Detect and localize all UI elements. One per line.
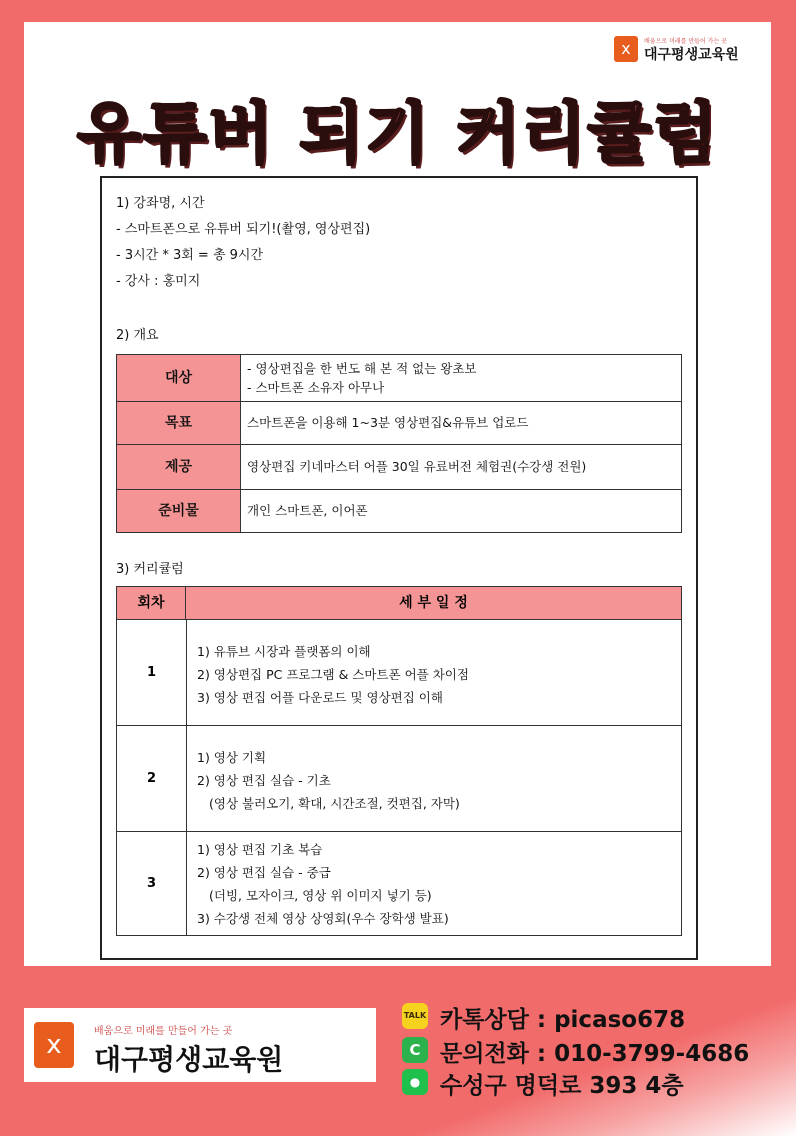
brand-slogan: 배움으로 미래를 만들어 가는 곳	[94, 1026, 233, 1037]
overview-value	[241, 354, 682, 402]
session-item: (영상 불러오기, 확대, 시간조절, 컷편집, 자막)	[209, 796, 460, 811]
brand-mark-icon: ⅹ	[34, 1022, 74, 1068]
session-item: 3) 영상 편집 어플 다운로드 및 영상편집 이해	[197, 690, 443, 705]
session-item: 2) 영상편집 PC 프로그램 & 스마트폰 어플 차이점	[197, 667, 469, 682]
session-number: 3	[117, 832, 187, 935]
overview-row	[116, 354, 682, 402]
overview-value: 개인 스마트폰, 이어폰	[241, 489, 682, 533]
section1-line: - 스마트폰으로 유튜버 되기!(촬영, 영상편집)	[116, 222, 371, 237]
phone-icon: C	[402, 1037, 428, 1063]
contact-text: 수성구 명덕로 393 4층	[440, 1073, 684, 1099]
curriculum-col-session: 회차	[116, 586, 186, 620]
overview-label: 준비물	[116, 489, 241, 533]
kakaotalk-icon: TALK	[402, 1003, 428, 1029]
overview-label: 목표	[116, 401, 241, 445]
session-item: 1) 유튜브 시장과 플랫폼의 이해	[197, 644, 371, 659]
curriculum-row	[116, 620, 682, 726]
section1-line: - 3시간 * 3회 = 총 9시간	[116, 248, 264, 263]
session-item: 1) 영상 기획	[197, 750, 267, 765]
brand-name: 대구평생교육원	[644, 47, 739, 63]
session-item: 2) 영상 편집 실습 - 중급	[197, 865, 331, 880]
session-number: 1	[117, 620, 187, 725]
section1-line: - 강사 : 홍미지	[116, 274, 201, 289]
overview-row	[116, 401, 682, 445]
content-box	[100, 176, 698, 960]
overview-value-line: - 스마트폰 소유자 아무나	[247, 380, 385, 395]
overview-row	[116, 489, 682, 533]
brand-slogan: 배움으로 미래를 만들어 가는 곳	[644, 38, 727, 45]
contact-text: 문의전화 : 010-3799-4686	[440, 1041, 750, 1067]
section1-heading: 1) 강좌명, 시간	[116, 196, 205, 211]
section2-heading: 2) 개요	[116, 328, 159, 343]
brand-logo-top	[614, 36, 764, 66]
page-title: 유튜버 되기 커리큘럼	[77, 95, 719, 172]
brand-mark-icon: ⅹ	[614, 36, 638, 62]
session-number: 2	[117, 726, 187, 831]
brand-name: 대구평생교육원	[94, 1043, 284, 1076]
session-item: 3) 수강생 전체 영상 상영회(우수 장학생 발표)	[197, 911, 449, 926]
session-item: (더빙, 모자이크, 영상 위 이미지 넣기 등)	[209, 888, 432, 903]
overview-label: 대상	[116, 354, 241, 402]
map-pin-icon: ●	[402, 1069, 428, 1095]
session-item: 1) 영상 편집 기초 복습	[197, 842, 323, 857]
overview-value-line: - 영상편집을 한 번도 해 본 적 없는 왕초보	[247, 361, 477, 376]
curriculum-col-detail: 세 부 일 정	[185, 586, 682, 620]
contact-text: 카톡상담 : picaso678	[440, 1007, 686, 1033]
overview-value: 영상편집 키네마스터 어플 30일 유료버전 체험권(수강생 전원)	[241, 444, 682, 490]
curriculum-row	[116, 726, 682, 832]
session-item: 2) 영상 편집 실습 - 기초	[197, 773, 331, 788]
brand-logo-footer	[24, 1008, 376, 1082]
curriculum-row	[116, 832, 682, 936]
overview-row	[116, 444, 682, 490]
overview-label: 제공	[116, 444, 241, 490]
section3-heading: 3) 커리큘럼	[116, 562, 184, 577]
overview-value: 스마트폰을 이용해 1~3분 영상편집&유튜브 업로드	[241, 401, 682, 445]
